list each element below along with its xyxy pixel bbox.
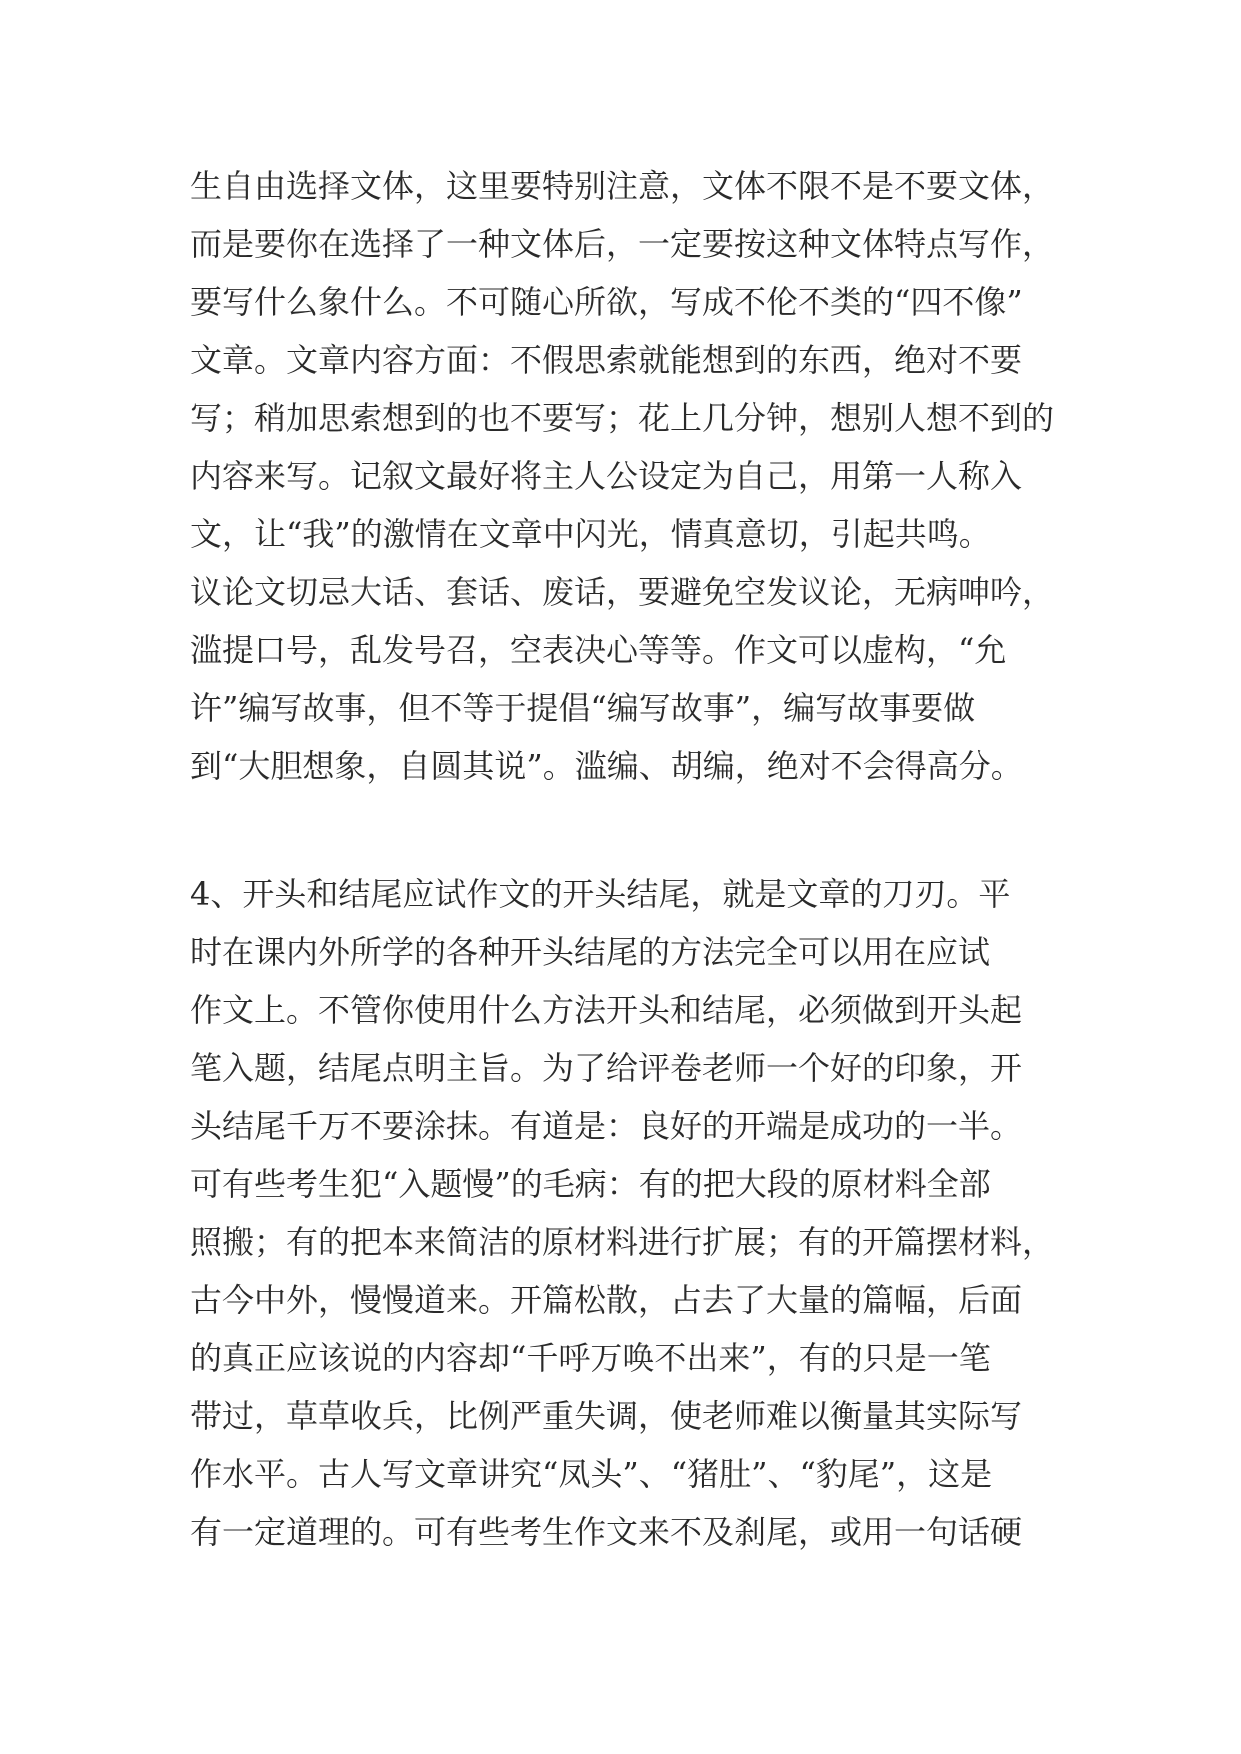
text-line: 带过，草草收兵，比例严重失调，使老师难以衡量其实际写 (190, 1397, 1023, 1435)
text-line: 笔入题，结尾点明主旨。为了给评卷老师一个好的印象，开 (190, 1049, 1023, 1087)
text-line: 滥提口号，乱发号召，空表决心等等。作文可以虚构，“允 (190, 631, 1007, 669)
text-line: 许”编写故事，但不等于提倡“编写故事”，编写故事要做 (190, 689, 976, 727)
text-line: 4、开头和结尾应试作文的开头结尾，就是文章的刀刃。平 (190, 875, 1011, 913)
text-line: 作水平。古人写文章讲究“凤头”、“猪肚”、“豹尾”，这是 (190, 1455, 993, 1493)
text-line: 而是要你在选择了一种文体后，一定要按这种文体特点写作， (190, 225, 1055, 263)
text-line: 时在课内外所学的各种开头结尾的方法完全可以用在应试 (190, 933, 991, 971)
text-line: 要写什么象什么。不可随心所欲，写成不伦不类的“四不像” (190, 283, 1023, 321)
text-line: 照搬；有的把本来简洁的原材料进行扩展；有的开篇摆材料， (190, 1223, 1055, 1261)
text-line: 议论文切忌大话、套话、废话，要避免空发议论，无病呻吟， (190, 573, 1055, 611)
text-line: 文章。文章内容方面：不假思索就能想到的东西，绝对不要 (190, 341, 1023, 379)
text-line: 头结尾千万不要涂抹。有道是：良好的开端是成功的一半。 (190, 1107, 1023, 1145)
text-line: 写；稍加思索想到的也不要写；花上几分钟，想别人想不到的 (190, 399, 1055, 437)
text-line: 可有些考生犯“入题慢”的毛病：有的把大段的原材料全部 (190, 1165, 991, 1203)
text-line: 内容来写。记叙文最好将主人公设定为自己，用第一人称入 (190, 457, 1023, 495)
text-line: 有一定道理的。可有些考生作文来不及刹尾，或用一句话硬 (190, 1513, 1023, 1551)
text-line: 到“大胆想象，自圆其说”。滥编、胡编，绝对不会得高分。 (190, 747, 1023, 785)
text-line: 的真正应该说的内容却“千呼万唤不出来”，有的只是一笔 (190, 1339, 991, 1377)
text-line: 文，让“我”的激情在文章中闪光，情真意切，引起共鸣。 (190, 515, 991, 553)
text-line: 生自由选择文体，这里要特别注意，文体不限不是不要文体， (190, 167, 1055, 205)
text-line: 古今中外，慢慢道来。开篇松散，占去了大量的篇幅，后面 (190, 1281, 1023, 1319)
text-line: 作文上。不管你使用什么方法开头和结尾，必须做到开头起 (190, 991, 1023, 1029)
